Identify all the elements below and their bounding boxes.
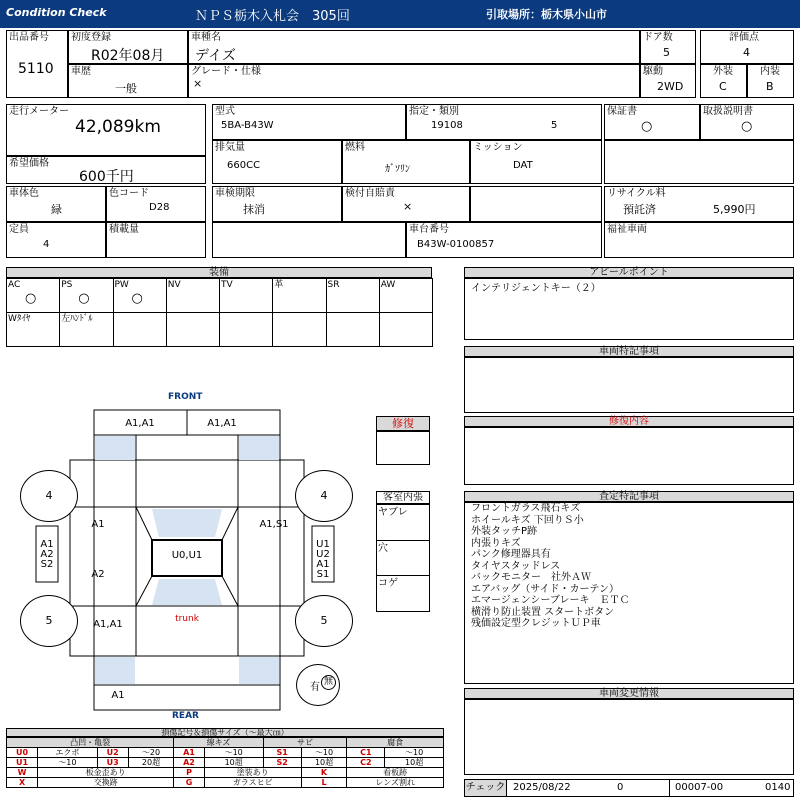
legend-cell: 〜10 bbox=[204, 748, 263, 758]
equipment-label: PS bbox=[61, 280, 73, 290]
mission-cell: ミッション DAT bbox=[470, 140, 602, 184]
legend-cell: 看板跡 bbox=[347, 768, 444, 778]
chassis-cell: 車台番号 B43W-0100857 bbox=[406, 222, 602, 258]
recycle-status: 預託済 bbox=[623, 203, 656, 216]
glass-pane bbox=[95, 657, 135, 684]
displacement: 660CC bbox=[227, 160, 261, 171]
legend-cell: ガラスヒビ bbox=[204, 778, 301, 788]
roof-mark: U0,U1 bbox=[171, 550, 203, 561]
inspection-note: 横滑り防止装置 スタートボタン bbox=[471, 606, 615, 618]
legend-cell: C1 bbox=[347, 748, 385, 758]
side-mark: A2 bbox=[40, 549, 54, 560]
legend-cell: 凸凹・亀裂 bbox=[7, 738, 174, 748]
tire-front-left: 4 bbox=[20, 470, 78, 522]
inspection-note: エアバッグ（サイド・カーテン） bbox=[471, 583, 619, 595]
colorcode: D28 bbox=[149, 202, 170, 213]
fender-right-mark: A1,S1 bbox=[259, 519, 289, 530]
warranty-cell: 保証書 ○ bbox=[604, 104, 700, 140]
legend-cell: W bbox=[7, 768, 38, 778]
equipment-label: PW bbox=[114, 280, 129, 290]
legend-cell: 腐食 bbox=[347, 738, 444, 748]
history: 一般 bbox=[115, 82, 137, 95]
legend-cell: 線キズ bbox=[174, 738, 263, 748]
legend-cell: X bbox=[7, 778, 38, 788]
doors: 5 bbox=[663, 46, 670, 59]
check-num: 0140 bbox=[765, 782, 791, 793]
first-reg: R02年08月 bbox=[91, 48, 165, 64]
legend-cell: C2 bbox=[347, 758, 385, 768]
manual: ○ bbox=[741, 119, 753, 134]
cabin-item-tear: ヤブレ bbox=[378, 507, 408, 518]
equipment-label: 左ﾊﾝﾄﾞﾙ bbox=[61, 314, 93, 324]
legend-cell: エクボ bbox=[38, 748, 98, 758]
front-bumper-left-mark: A1,A1 bbox=[125, 418, 155, 429]
type-b: 5 bbox=[551, 120, 558, 131]
inspection-notes-title: 査定特記事項 bbox=[464, 491, 794, 502]
glass-pane bbox=[95, 436, 135, 460]
manual-cell: 取扱説明書 ○ bbox=[700, 104, 794, 140]
equipment-label: AW bbox=[380, 280, 396, 290]
rear-label: REAR bbox=[172, 711, 199, 721]
fuel: ｶﾞｿﾘﾝ bbox=[385, 164, 410, 175]
equipment-value: ○ bbox=[25, 291, 37, 306]
legend-cell: 〜10 bbox=[385, 748, 444, 758]
cabin-item-burn: コゲ bbox=[378, 578, 398, 589]
inspection-cell: 車検期限 抹消 bbox=[212, 186, 342, 222]
legend-cell: U0 bbox=[7, 748, 38, 758]
door-left-mark: A2 bbox=[91, 569, 105, 580]
type-a: 19108 bbox=[431, 120, 463, 131]
glass-pane bbox=[239, 436, 279, 460]
legend-cell: S2 bbox=[263, 758, 301, 768]
inspection-note: 内張りキズ bbox=[471, 537, 521, 549]
warranty: ○ bbox=[641, 119, 653, 134]
front-bumper-right-mark: A1,A1 bbox=[207, 418, 237, 429]
inspection-note: エマージェンシーブレーキ ＥＴＣ bbox=[471, 595, 630, 606]
model: 5BA-B43W bbox=[221, 120, 274, 131]
windshield bbox=[152, 509, 222, 537]
header-title-left: Condition Check bbox=[6, 6, 107, 19]
quarter-left-mark: A1,A1 bbox=[93, 619, 123, 630]
inspection-note: ホイールキズ 下回りＳ小 bbox=[471, 514, 584, 526]
equipment-label: Wﾀｲﾔ bbox=[8, 314, 31, 324]
cabin-title: 客室内張 bbox=[376, 491, 430, 504]
right-mirror-marks bbox=[313, 540, 333, 580]
interior: B bbox=[766, 80, 774, 93]
colorcode-cell: 色コード D28 bbox=[106, 186, 206, 222]
inspection-note: 残価設定型クレジットＵＰ車 bbox=[471, 618, 601, 629]
inspection-note: パンク修理器具有 bbox=[471, 549, 551, 560]
equipment-label: SR bbox=[327, 280, 340, 290]
legend-cell: 塗装あり bbox=[204, 768, 301, 778]
tire-rear-left: 5 bbox=[20, 595, 78, 647]
appeal-title: アピールポイント bbox=[464, 267, 794, 278]
legend-cell: A1 bbox=[174, 748, 204, 758]
inspection-note: タイヤスタッドレス bbox=[471, 560, 561, 572]
side-mark: S1 bbox=[316, 569, 330, 580]
legend-cell: G bbox=[174, 778, 204, 788]
spare-none-icon: 無 bbox=[321, 675, 336, 690]
legend-cell: S1 bbox=[263, 748, 301, 758]
mileage: 42,089km bbox=[75, 117, 161, 137]
capacity: 4 bbox=[43, 239, 50, 250]
lot-cell: 出品番号 5110 bbox=[6, 30, 68, 98]
exterior-cell: 外装 C bbox=[700, 64, 747, 98]
legend-cell: K bbox=[301, 768, 347, 778]
appeal-text: インテリジェントキー（２） bbox=[471, 283, 601, 294]
insurance-cell: 検付自賠責 × bbox=[342, 186, 470, 222]
score: 4 bbox=[743, 46, 750, 59]
header-title-right: 引取場所：栃木県小山市 bbox=[486, 8, 607, 21]
legend-cell: U2 bbox=[97, 748, 128, 758]
lot-number: 5110 bbox=[18, 61, 54, 77]
change-info-title: 車両変更情報 bbox=[464, 688, 794, 699]
legend-cell: P bbox=[174, 768, 204, 778]
mileage-cell: 走行メーター 42,089km bbox=[6, 104, 206, 156]
color-cell: 車体色 緑 bbox=[6, 186, 106, 222]
equipment-title: 装備 bbox=[6, 267, 432, 278]
drive-cell: 駆動 2WD bbox=[640, 64, 696, 98]
legend-cell: 〜10 bbox=[301, 748, 347, 758]
type-cell: 指定・類別 19108 5 bbox=[406, 104, 602, 140]
recycle-cell: リサイクル料 預託済 5,990円 bbox=[604, 186, 794, 222]
legend-cell: 交換跡 bbox=[38, 778, 174, 788]
rear-window bbox=[152, 579, 222, 605]
fuel-cell: 燃料 ｶﾞｿﾘﾝ bbox=[342, 140, 470, 184]
inspection-note: 外装タッチP跡 bbox=[471, 526, 538, 537]
equipment-label: TV bbox=[221, 280, 233, 290]
legend-cell: 10超 bbox=[301, 758, 347, 768]
check-zero: 0 bbox=[617, 782, 624, 793]
side-mark: U1 bbox=[316, 539, 330, 550]
drive: 2WD bbox=[657, 80, 684, 93]
price-cell: 希望価格 600千円 bbox=[6, 156, 206, 184]
tire-front-right: 4 bbox=[295, 470, 353, 522]
equipment-label: NV bbox=[167, 280, 181, 290]
exterior: C bbox=[719, 80, 727, 93]
left-mirror-marks bbox=[37, 540, 57, 570]
header-title-center: ＮＰＳ栃木入札会 305回 bbox=[195, 9, 350, 24]
side-mark: A1 bbox=[40, 539, 54, 550]
welfare-cell: 福祉車両 bbox=[604, 222, 794, 258]
capacity-cell: 定員 4 bbox=[6, 222, 106, 258]
displacement-cell: 排気量 660CC bbox=[212, 140, 342, 184]
tire-rear-right: 5 bbox=[295, 595, 353, 647]
glass-pane bbox=[239, 657, 279, 684]
legend-cell: 〜10 bbox=[38, 758, 98, 768]
repair-title: 修復 bbox=[376, 416, 430, 431]
color: 緑 bbox=[51, 203, 62, 216]
legend-cell: サビ bbox=[263, 738, 347, 748]
equipment-value: ○ bbox=[78, 291, 90, 306]
side-mark: S2 bbox=[40, 559, 54, 570]
fender-left-mark: A1 bbox=[91, 519, 105, 530]
inspection-note: フロントガラス飛石キズ bbox=[471, 503, 581, 514]
legend-cell: L bbox=[301, 778, 347, 788]
legend-cell: 10超 bbox=[204, 758, 263, 768]
legend-cell: レンズ割れ bbox=[347, 778, 444, 788]
legend-cell: 板金歪あり bbox=[38, 768, 174, 778]
spare-tire bbox=[296, 664, 340, 706]
mission: DAT bbox=[513, 160, 533, 171]
legend-cell: U1 bbox=[7, 758, 38, 768]
car-name-cell: 車種名 デイズ bbox=[188, 30, 640, 64]
special-title: 車両特記事項 bbox=[464, 346, 794, 357]
car-name: デイズ bbox=[195, 48, 236, 64]
rear-bumper-mark: A1 bbox=[111, 690, 125, 701]
check-date: 2025/08/22 bbox=[513, 782, 571, 793]
recycle-amount: 5,990円 bbox=[713, 203, 756, 216]
legend-cell: U3 bbox=[97, 758, 128, 768]
check-label: チェック bbox=[465, 780, 507, 796]
inspection: 抹消 bbox=[243, 203, 265, 216]
legend-title: 損傷記号＆損傷サイズ（〜最大㎝） bbox=[6, 728, 444, 737]
check-code: 00007-00 bbox=[675, 782, 724, 793]
trunk-label: trunk bbox=[175, 614, 199, 624]
insurance: × bbox=[403, 200, 413, 213]
model-cell: 型式 5BA-B43W bbox=[212, 104, 406, 140]
cabin-item-hole: 穴 bbox=[378, 543, 388, 554]
damage-legend bbox=[6, 728, 444, 788]
side-mark: U2 bbox=[316, 549, 330, 560]
legend-cell: 〜20 bbox=[128, 748, 174, 758]
grade-cell: グレード・仕様 × bbox=[188, 64, 640, 98]
grade: × bbox=[193, 77, 203, 90]
interior-cell: 内装 B bbox=[747, 64, 794, 98]
legend-cell: A2 bbox=[174, 758, 204, 768]
doors-cell: ドア数 5 bbox=[640, 30, 696, 64]
equipment-label: 革 bbox=[274, 280, 284, 290]
chassis: B43W-0100857 bbox=[417, 239, 495, 250]
equipment-value: ○ bbox=[131, 291, 143, 306]
side-mark: A1 bbox=[316, 559, 330, 570]
price: 600千円 bbox=[79, 169, 134, 185]
inspection-note: バックモニター 社外ＡＷ bbox=[471, 572, 591, 583]
front-label: FRONT bbox=[168, 392, 203, 402]
score-cell: 評価点 4 bbox=[700, 30, 794, 64]
repair-content-title: 修復内容 bbox=[464, 416, 794, 427]
legend-cell: 10超 bbox=[385, 758, 444, 768]
footer-bar bbox=[464, 779, 794, 797]
legend-table bbox=[6, 737, 444, 788]
spare-label: 有 bbox=[310, 682, 320, 693]
legend-cell: 20超 bbox=[128, 758, 174, 768]
first-reg-cell: 初度登録 R02年08月 bbox=[68, 30, 188, 64]
equipment-label: AC bbox=[8, 280, 21, 290]
load-cell: 積載量 bbox=[106, 222, 206, 258]
history-cell: 車歴 一般 bbox=[68, 64, 188, 98]
